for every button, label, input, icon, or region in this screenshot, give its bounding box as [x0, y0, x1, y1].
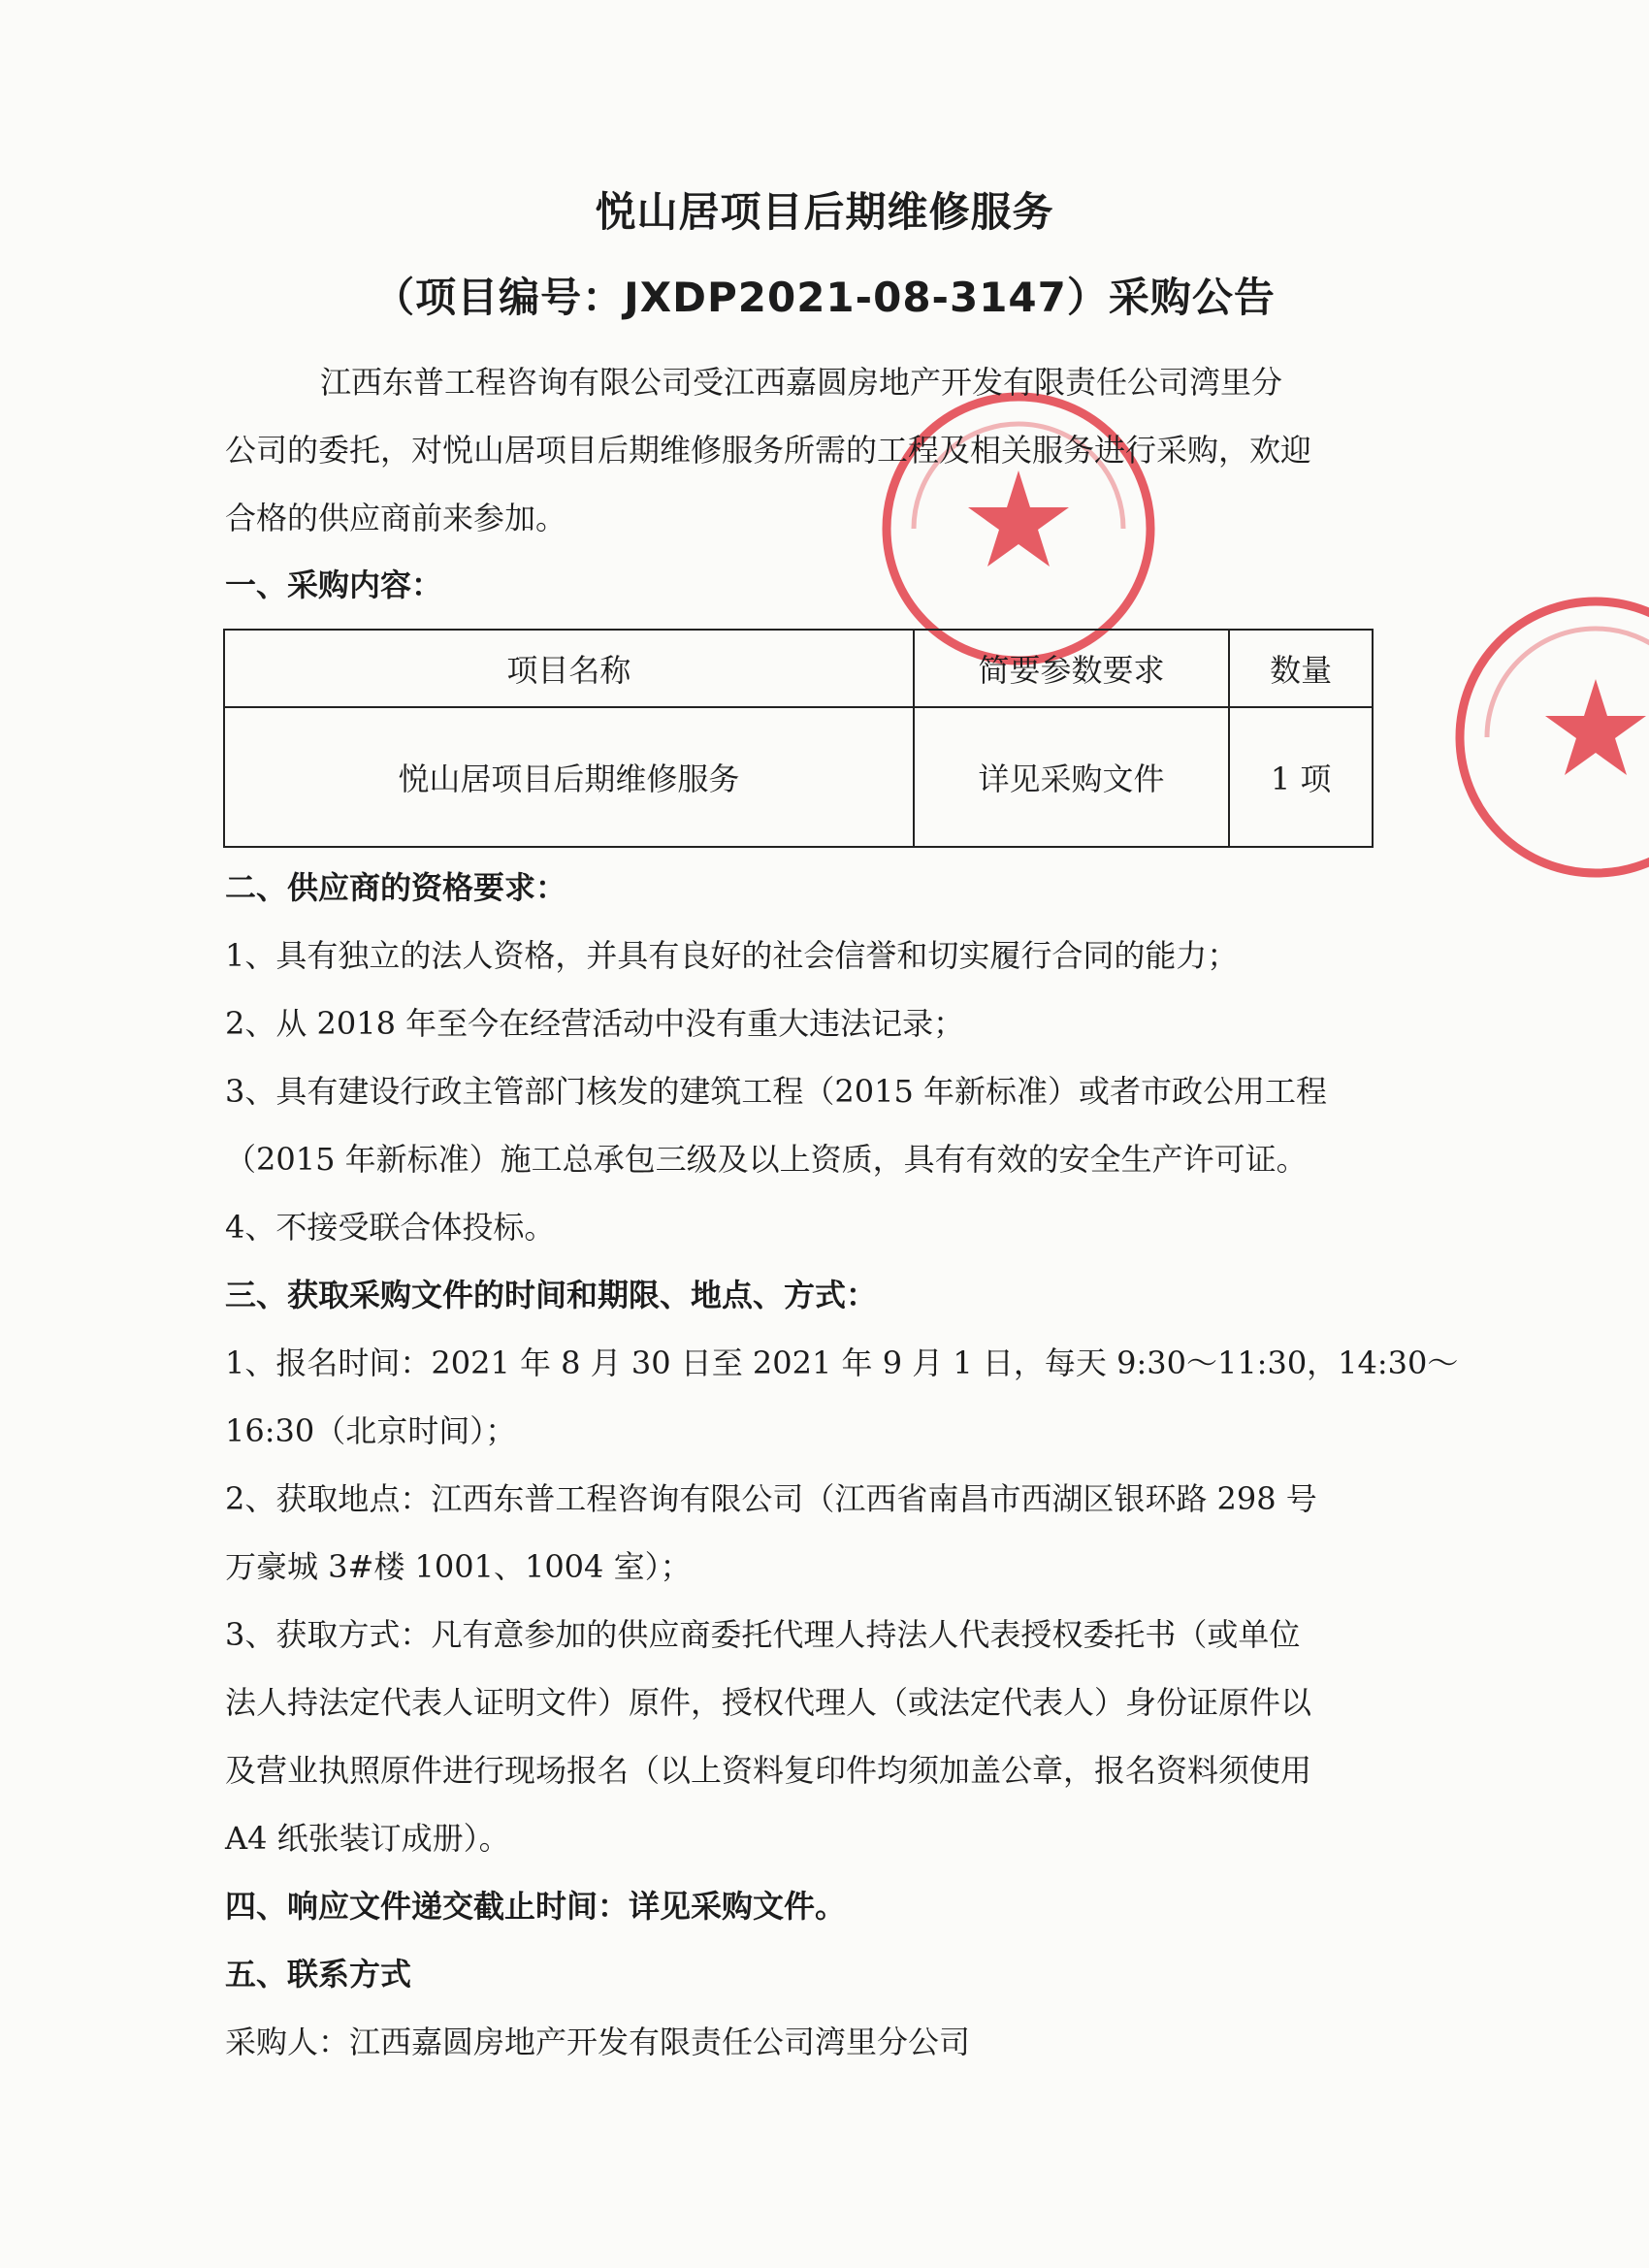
section-heading: 二、供应商的资格要求：: [225, 869, 567, 906]
paragraph-line: 2、从 2018 年至今在经营活动中没有重大违法记录；: [225, 1005, 965, 1042]
table-cell: 详见采购文件: [914, 707, 1229, 847]
section-heading: 一、采购内容：: [225, 567, 443, 603]
table-header-cell: 项目名称: [224, 630, 914, 707]
document-subtitle: （项目编号：JXDP2021-08-3147）采购公告: [373, 274, 1276, 321]
company-seal-edge: [1436, 582, 1649, 892]
paragraph-line: 及营业执照原件进行现场报名（以上资料复印件均须加盖公章，报名资料须使用: [225, 1752, 1312, 1789]
paragraph-line: 1、报名时间：2021 年 8 月 30 日至 2021 年 9 月 1 日，每天 9:30～11:30，14:30～: [225, 1345, 1459, 1381]
paragraph-line: 2、获取地点：江西东普工程咨询有限公司（江西省南昌市西湖区银环路 298 号: [225, 1480, 1317, 1517]
paragraph-line: 法人持法定代表人证明文件）原件，授权代理人（或法定代表人）身份证原件以: [225, 1684, 1312, 1721]
intro-line: 公司的委托，对悦山居项目后期维修服务所需的工程及相关服务进行采购，欢迎: [225, 432, 1312, 469]
paragraph-line: 3、获取方式：凡有意参加的供应商委托代理人持法人代表授权委托书（或单位: [225, 1616, 1301, 1653]
table-header-cell: 数量: [1229, 630, 1373, 707]
procurement-table: [223, 629, 1374, 848]
paragraph-line: 万豪城 3#楼 1001、1004 室）；: [225, 1548, 692, 1585]
paragraph-line: 3、具有建设行政主管部门核发的建筑工程（2015 年新标准）或者市政公用工程: [225, 1073, 1327, 1110]
section-heading: 三、获取采购文件的时间和期限、地点、方式：: [225, 1277, 878, 1313]
paragraph-line: （2015 年新标准）施工总承包三级及以上资质，具有有效的安全生产许可证。: [225, 1141, 1308, 1178]
section-heading: 四、响应文件递交截止时间：详见采购文件。: [225, 1888, 847, 1925]
table-row: [224, 707, 1373, 847]
contact-line: 采购人：江西嘉圆房地产开发有限责任公司湾里分公司: [225, 2024, 971, 2060]
intro-line: 江西东普工程咨询有限公司受江西嘉圆房地产开发有限责任公司湾里分: [320, 364, 1283, 401]
section-heading: 五、联系方式: [225, 1956, 412, 1993]
table-header-cell: 简要参数要求: [914, 630, 1229, 707]
table-header-row: [224, 630, 1373, 707]
intro-line: 合格的供应商前来参加。: [225, 500, 567, 536]
document-title: 悦山居项目后期维修服务: [595, 188, 1054, 236]
paragraph-line: A4 纸张装订成册）。: [225, 1820, 510, 1857]
paragraph-line: 1、具有独立的法人资格，并具有良好的社会信誉和切实履行合同的能力；: [225, 937, 1239, 974]
paragraph-line: 16:30（北京时间）；: [225, 1412, 517, 1449]
paragraph-line: 4、不接受联合体投标。: [225, 1209, 556, 1246]
table-cell: 1 项: [1229, 707, 1373, 847]
table-cell: 悦山居项目后期维修服务: [224, 707, 914, 847]
